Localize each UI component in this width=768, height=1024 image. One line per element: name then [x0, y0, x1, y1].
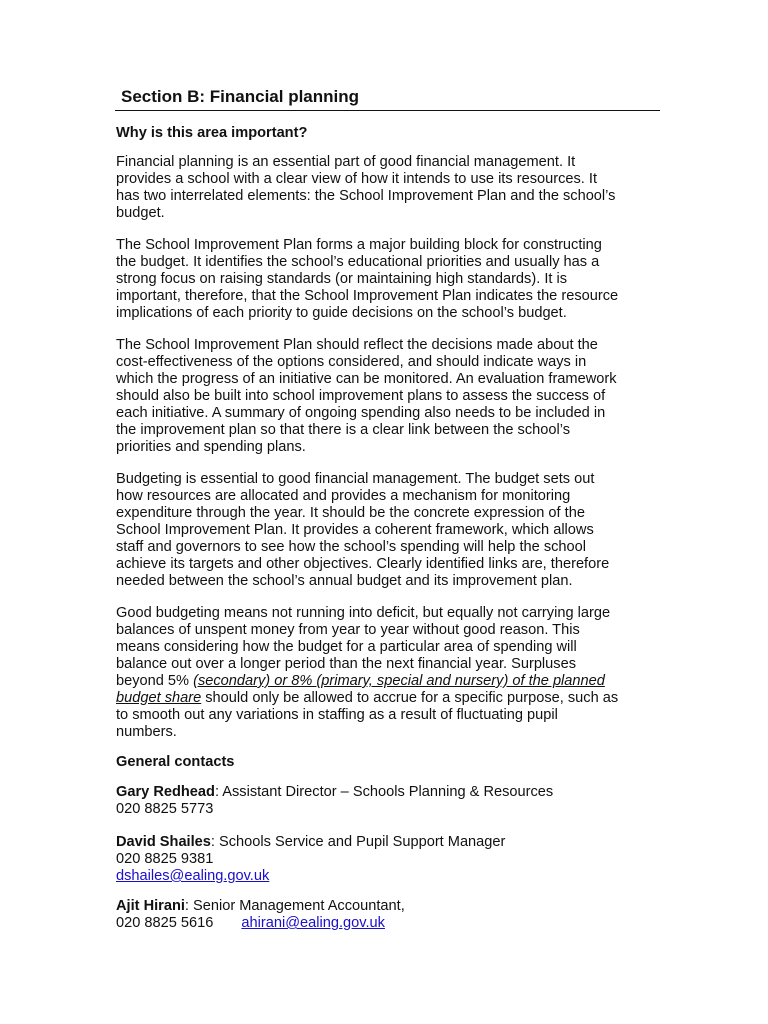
contact-name: Gary Redhead [116, 784, 215, 800]
good-budgeting-tail-1: should only be allowed to accrue for a specific purpose, such as [201, 690, 619, 706]
paragraph-good-budgeting [116, 605, 656, 741]
paragraph-financial-planning: Financial planning is an essential part of good financial management. It provides a school with a clear view of how it intends to use its resources. It has two interrelated elements: the School Improvement Plan and the school’s budget. [116, 154, 616, 221]
document-page [116, 86, 656, 932]
contact-email-link[interactable]: dshailes@ealing.gov.uk [116, 868, 270, 884]
good-budgeting-lead: Good budgeting means not running into deficit, but equally not carrying large balances of unspent money from year to year without good reason. This means considering how the budget for a particular area of spending will balance out over a longer period than the next financial year. Surpluses beyond 5% [116, 605, 611, 689]
contact-phone: 020 8825 5616 [116, 915, 214, 931]
contact-name: David Shailes [116, 834, 211, 850]
paragraph-budgeting: Budgeting is essential to good financial management. The budget sets out how resources are allocated and provides a mechanism for monitoring expenditure through the year. It should be the concrete expression of the School Improvement Plan. It provides a coherent framework, which allows staff and governors to see how the school’s spending will help the school achieve its targets and other objectives. Clearly identified links are, therefore needed between the school’s annual budget and its improvement plan. [116, 471, 610, 589]
contact-role: : Senior Management Accountant, [184, 898, 405, 914]
contact-role: : Assistant Director – Schools Planning & Resources [214, 784, 554, 800]
contact-email-link[interactable]: ahirani@ealing.gov.uk [241, 915, 385, 931]
planned-share-emphasis-2: budget share [116, 690, 202, 706]
why-heading: Why is this area important? [116, 125, 308, 141]
good-budgeting-tail-2: to smooth out any variations in staffing as a result of fluctuating pupil numbers. [116, 707, 558, 740]
section-title: Section B: Financial planning [121, 87, 360, 106]
contact-name: Ajit Hirani [116, 898, 185, 914]
contact-phone: 020 8825 5773 [116, 801, 214, 817]
contact-gary-redhead [116, 784, 656, 818]
contact-ajit-hirani [116, 898, 656, 932]
contact-phone: 020 8825 9381 [116, 851, 214, 867]
paragraph-school-improvement-plan: The School Improvement Plan forms a major building block for constructing the budget. It identifies the school’s educational priorities and usually has a strong focus on raising standards (or maintaining high standards). It is important, therefore, that the School Improvement Plan indicates the resource implications of each priority to guide decisions on the school’s budget. [116, 237, 619, 321]
planned-share-emphasis-1: (secondary) or 8% (primary, special and nursery) of the planned [193, 673, 605, 689]
contacts-heading: General contacts [116, 754, 235, 770]
contact-david-shailes [116, 834, 656, 885]
paragraph-cost-effectiveness: The School Improvement Plan should reflect the decisions made about the cost-effectiveness of the options considered, and should indicate ways in which the progress of an initiative can be monitored. An evaluation framework should also be built into school improvement plans to assess the success of each initiative. A summary of ongoing spending also needs to be included in the improvement plan so that there is a clear link between the school’s priorities and spending plans. [116, 337, 617, 455]
section-header [115, 86, 660, 111]
contact-role: : Schools Service and Pupil Support Manager [210, 834, 506, 850]
